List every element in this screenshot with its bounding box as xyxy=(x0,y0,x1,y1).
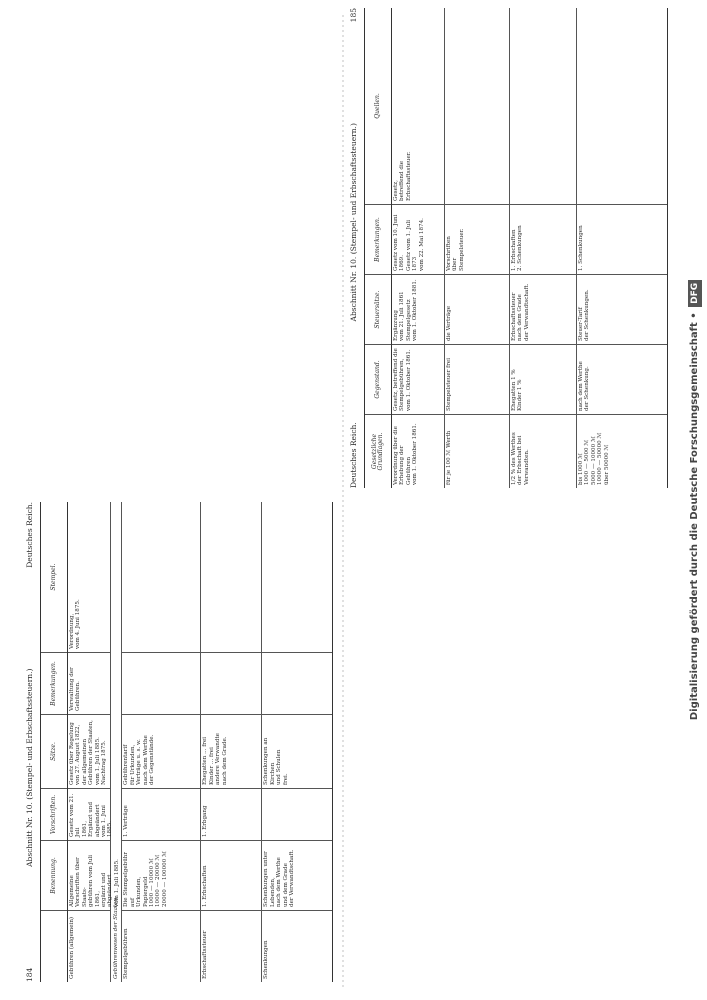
digitization-text: Digitalisierung gefördert durch die Deutsche Forschungsgemeinschaft • xyxy=(689,312,700,721)
table-cell: nach dem Werthe der Schenkung. xyxy=(577,344,667,414)
table-cell: Ehegatten ... frei Kinder ... frei andere Verwandte nach dem Grade. xyxy=(201,714,261,788)
table-cell: Gesetz, betreffend die Erbschaftssteuer. xyxy=(393,151,412,201)
table-cell: Gesetz vom 21. Juli 1861, Ergänzt und abgeändert vom 1. Juni 1885. xyxy=(68,788,110,840)
digitization-strip xyxy=(688,8,702,992)
table-cell: 1/2 % des Werthes der Erbschaft bei Verwandten. xyxy=(510,414,576,488)
page-number: 185 xyxy=(349,8,358,23)
table-cell: Gebühren (allgemein) xyxy=(68,910,110,982)
table-cell: für je 100 ℳ Werth xyxy=(445,414,509,488)
digitization-notice xyxy=(688,8,702,992)
table-cell: Verordnung, vom 4. Juni 1875. xyxy=(69,599,82,649)
table-cell xyxy=(445,8,509,204)
page-number: 184 xyxy=(25,967,34,982)
table-cell: bis 1000 ℳ 1000 — 5000 ℳ 5000 — 10000 ℳ 10000 — 50000 ℳ über 50000 ℳ xyxy=(577,414,667,488)
table-cell: Stempelsteuer frei xyxy=(445,344,509,414)
table-header xyxy=(41,502,68,982)
table-cell: Steuer-Tarif der Schenkungen. xyxy=(577,274,667,344)
table-left xyxy=(40,502,333,982)
dfg-logo: DFG xyxy=(688,280,702,307)
header-cell: Steuersätze. xyxy=(365,274,391,344)
table-cell xyxy=(262,502,332,652)
header-cell: Stempel. xyxy=(49,563,57,591)
table-cell: Gebührentarif für Urkunden, Verträge u. s. w. nach dem Werthe der Gegenstände. xyxy=(122,714,200,788)
running-head-left: Deutsches Reich. xyxy=(349,422,358,488)
running-head-left: Deutsches Reich. xyxy=(25,502,34,568)
page-left xyxy=(24,502,344,982)
header-cell: Gegenstand. xyxy=(365,344,391,414)
table-cell: Gesetz vom 10. Juni 1869. Gesetz vom 1. Juli 1873 vom 22. Mai 1874. xyxy=(392,204,444,274)
table-cell: Schenkungen unter Lebenden, nach dem Werthe und dem Grade der Verwandtschaft. xyxy=(262,840,332,910)
table-cell: Erbschaftssteuer xyxy=(201,910,261,982)
running-head-center: Abschnitt Nr. 10. (Stempel- und Erbschaftssteuern.) xyxy=(25,668,34,867)
table-cell xyxy=(577,8,667,204)
running-head xyxy=(348,8,360,488)
header-cell: Bemerkungen. xyxy=(41,652,67,714)
table-cell: 1. Schenkungen xyxy=(577,204,667,274)
table-row xyxy=(262,502,332,982)
table-cell xyxy=(122,652,200,714)
table-cell xyxy=(201,652,261,714)
table-cell: Schenkungen xyxy=(262,910,332,982)
header-cell: Benennung. xyxy=(41,840,67,910)
table-cell: Ehegatten 1 % Kinder 1 % xyxy=(510,344,576,414)
table-right xyxy=(364,8,668,488)
running-head-center: Abschnitt Nr. 10. (Stempel- und Erbschaftssteuern.) xyxy=(349,123,358,322)
table-cell: Schenkungen an Kirchen und Schulen frei. xyxy=(262,714,332,788)
table-cell xyxy=(201,502,261,652)
table-cell: Gesetz, betreffend die Stempelgebühren, vom 1. Oktober 1861. xyxy=(392,344,444,414)
header-cell xyxy=(41,910,67,982)
table-cell: die Verträge xyxy=(445,274,509,344)
table-cell: 1. Erbschaften 2. Schenkungen xyxy=(510,204,576,274)
table-header xyxy=(365,8,392,488)
table-cell: 1. Verträge xyxy=(122,788,200,840)
header-cell: Gesetzliche Grundlagen. xyxy=(365,414,391,488)
table-cell xyxy=(262,652,332,714)
header-cell: Bemerkungen. xyxy=(365,204,391,274)
table-cell: Gesetz über Regelung von 27. August 1822, der allgemeinen Gebühren der Staaten, vom 1. Juli 1885. Nachtrag 1875. xyxy=(68,714,110,788)
table-cell xyxy=(262,788,332,840)
table-cell: Erbschaftssteuer nach dem Grade der Verwandtschaft. xyxy=(510,274,576,344)
table-cell: Verordnung über die Erhebung der Gebühren vom 1. Oktober 1861. xyxy=(392,414,444,488)
page-right xyxy=(348,8,668,488)
table-cell: Stempelgebühren xyxy=(122,910,200,982)
header-cell: Quellen. xyxy=(373,93,381,119)
table-row xyxy=(445,8,510,488)
header-cell: Vorschriften. xyxy=(41,788,67,840)
table-cell: Allgemeine Vorschriften über Staats- gebühren vom Juli 1861, ergänzt und abgeändert vom 1. Juli 1885. xyxy=(68,840,110,910)
table-cell: Ergänzung vom 21. Juli 1861 Stempelgesetz vom 1. Oktober 1881. xyxy=(392,274,444,344)
table-row xyxy=(577,8,667,488)
table-row xyxy=(510,8,577,488)
table-cell: Vorschriften über Stempelsteuer. xyxy=(445,204,509,274)
table-cell xyxy=(122,502,200,652)
table-cell: 1. Erbschaften xyxy=(201,840,261,910)
header-cell: Sätze. xyxy=(41,714,67,788)
table-row xyxy=(392,8,445,488)
table-row xyxy=(201,502,262,982)
table-cell xyxy=(510,8,576,204)
table-cell: Die Stempelgebühr auf Urkunden, Papiergeld 1000 — 10000 ℳ 10000 — 20000 ℳ 20000 — 100000 ℳ xyxy=(122,840,200,910)
table-cell: Verwaltung der Gebühren. xyxy=(68,652,110,714)
running-head xyxy=(24,502,36,982)
section-title: Gebührenwesen der Staaten xyxy=(111,502,122,982)
table-row xyxy=(122,502,201,982)
table-cell: 1. Erbgang xyxy=(201,788,261,840)
